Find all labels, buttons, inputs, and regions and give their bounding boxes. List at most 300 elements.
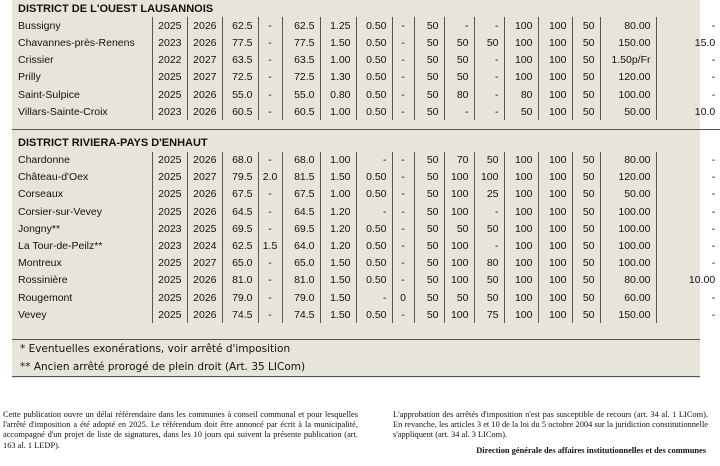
table-row	[12, 203, 720, 220]
table-cell: 100	[504, 152, 538, 169]
footnotes	[12, 339, 700, 377]
table-cell: -	[392, 69, 414, 86]
table-cell: 50	[572, 186, 600, 203]
table-cell: -	[392, 34, 414, 51]
table-cell: -	[392, 186, 414, 203]
commune-name: Villars-Sainte-Croix	[18, 105, 108, 118]
table-cell: -	[392, 103, 414, 120]
table-row	[12, 306, 720, 323]
table-cell: -	[258, 34, 282, 51]
district-header	[12, 130, 720, 152]
table-cell: 50	[414, 152, 444, 169]
table-cell: 2026	[187, 152, 222, 169]
table-cell: 50	[572, 289, 600, 306]
commune-name: Chardonne	[18, 154, 70, 167]
table-cell: 0	[392, 289, 414, 306]
table-cell: -	[474, 103, 504, 120]
table-cell: 2025	[152, 86, 187, 103]
table-cell: 100	[504, 169, 538, 186]
table-cell: -	[392, 203, 414, 220]
table-cell: 1.00	[320, 103, 356, 120]
table-cell: 2026	[187, 103, 222, 120]
table-cell: 50.00	[600, 186, 656, 203]
table-cell: 68.0	[282, 152, 320, 169]
table-row	[12, 272, 720, 289]
table-cell: 81.0	[282, 272, 320, 289]
table-cell: -	[258, 17, 282, 34]
table-cell: 77.5	[222, 34, 258, 51]
table-row	[12, 255, 720, 272]
table-cell: 50	[414, 237, 444, 254]
table-cell: -	[474, 203, 504, 220]
table-cell: 100	[444, 255, 474, 272]
table-cell: 50	[414, 203, 444, 220]
table-cell: 79.0	[282, 289, 320, 306]
table-cell: 50.00	[600, 103, 656, 120]
table-cell: 1.20	[320, 237, 356, 254]
table-cell: 50	[572, 17, 600, 34]
table-cell: 100.00	[600, 86, 656, 103]
table-cell: 2025	[152, 255, 187, 272]
table-cell: 63.5	[282, 52, 320, 69]
table-cell: 1.50	[320, 169, 356, 186]
table-cell: 100	[538, 289, 572, 306]
table-cell: 50	[474, 272, 504, 289]
table-cell: 2025	[152, 289, 187, 306]
table-cell: -	[656, 203, 720, 220]
commune-name: Jongny**	[18, 222, 61, 235]
table-cell: -	[356, 152, 392, 169]
table-cell: 50	[572, 34, 600, 51]
table-cell: 67.5	[282, 186, 320, 203]
table-cell: -	[656, 220, 720, 237]
table-cell: 80.00	[600, 17, 656, 34]
table-cell: 100	[538, 306, 572, 323]
table-cell: 100.00	[600, 203, 656, 220]
table-cell: -	[444, 103, 474, 120]
table-row	[12, 34, 720, 51]
table-cell: -	[258, 255, 282, 272]
table-cell: 0.80	[320, 86, 356, 103]
table-cell: 50	[504, 103, 538, 120]
table-cell: 2025	[152, 203, 187, 220]
district-header	[12, 0, 720, 17]
table-cell: 100	[504, 306, 538, 323]
table-cell: -	[392, 272, 414, 289]
table-cell: 2026	[187, 272, 222, 289]
commune-name: Chavannes-près-Renens	[18, 36, 135, 49]
table-cell: 10.00	[656, 272, 720, 289]
table-cell: 2022	[152, 52, 187, 69]
table-cell: 120.00	[600, 69, 656, 86]
table-cell: 100	[444, 237, 474, 254]
table-cell: 100	[474, 169, 504, 186]
table-cell: 2023	[152, 220, 187, 237]
table-cell: 0.50	[356, 272, 392, 289]
table-cell: 100	[538, 152, 572, 169]
table-cell: 100	[538, 52, 572, 69]
table-row	[12, 17, 720, 34]
table-cell: 74.5	[222, 306, 258, 323]
table-cell: 100	[538, 86, 572, 103]
table-cell: 150.00	[600, 306, 656, 323]
table-cell: 64.0	[282, 237, 320, 254]
table-cell: 50	[474, 34, 504, 51]
table-cell: 60.00	[600, 289, 656, 306]
table-cell: 50	[474, 289, 504, 306]
table-cell: 50	[572, 203, 600, 220]
table-cell: 2023	[152, 34, 187, 51]
table-cell: 100	[504, 255, 538, 272]
table-cell: 62.5	[222, 17, 258, 34]
table-cell: -	[392, 17, 414, 34]
table-cell: 2024	[187, 237, 222, 254]
table-cell: 2025	[152, 272, 187, 289]
commune-name: Crissier	[18, 54, 54, 67]
table-cell: -	[656, 169, 720, 186]
commune-name: Saint-Sulpice	[18, 88, 80, 101]
table-cell: 2023	[152, 237, 187, 254]
table-cell: 2027	[187, 52, 222, 69]
table-cell: 55.0	[282, 86, 320, 103]
table-cell: 100	[538, 69, 572, 86]
appeal-notice: L'approbation des arrêtés d'imposition n'est pas susceptible de recours (art. 34 al. 1 LICom). En revanche, les articles 3 et 10 de la loi du 5 octobre 2004 sur la juridiction constitutionnelle s'appliquent (art. 34 al. 3 LICom).	[393, 410, 708, 440]
table-cell: 50	[572, 103, 600, 120]
table-cell: -	[392, 255, 414, 272]
table-cell: -	[392, 52, 414, 69]
table-cell: 50	[414, 169, 444, 186]
table-cell: 50	[572, 255, 600, 272]
table-cell: 1.00	[320, 152, 356, 169]
table-cell: 62.5	[222, 237, 258, 254]
table-row	[12, 220, 720, 237]
table-cell: 100	[538, 169, 572, 186]
footnote-prorogation: ** Ancien arrêté prorogé de plein droit (Art. 35 LICom)	[20, 361, 306, 373]
table-cell: 2026	[187, 86, 222, 103]
footnote-exemptions: * Eventuelles exonérations, voir arrêté d'imposition	[20, 343, 291, 355]
table-cell: 100	[444, 272, 474, 289]
district-name: DISTRICT RIVIERA-PAYS D'ENHAUT	[12, 130, 720, 152]
table-cell: 55.0	[222, 86, 258, 103]
table-cell: 50	[414, 186, 444, 203]
table-cell: 1.50	[320, 289, 356, 306]
table-cell: 100	[444, 169, 474, 186]
table-cell: 0.50	[356, 237, 392, 254]
table-cell: 1.5	[258, 237, 282, 254]
table-cell: 60.5	[282, 103, 320, 120]
table-cell: 50	[444, 289, 474, 306]
table-cell: 100	[538, 272, 572, 289]
table-cell: 50	[572, 237, 600, 254]
table-row	[12, 69, 720, 86]
table-cell: 80	[444, 86, 474, 103]
table-row	[12, 289, 720, 306]
table-cell: 100.00	[600, 220, 656, 237]
table-cell: 63.5	[222, 52, 258, 69]
table-cell: 60.5	[222, 103, 258, 120]
table-cell: -	[656, 86, 720, 103]
table-cell: 50	[572, 220, 600, 237]
table-cell: 100	[538, 103, 572, 120]
table-cell: 100	[504, 186, 538, 203]
table-cell: 100	[538, 255, 572, 272]
table-cell: 0.50	[356, 306, 392, 323]
table-cell: 25	[474, 186, 504, 203]
table-cell: 2026	[187, 289, 222, 306]
table-cell: 50	[444, 69, 474, 86]
commune-name: Vevey	[18, 308, 47, 321]
table-cell: 100	[538, 237, 572, 254]
table-cell: 1.00	[320, 186, 356, 203]
table-cell: 1.50p/Fr	[600, 52, 656, 69]
table-cell: 2026	[187, 186, 222, 203]
table-cell: 50	[414, 272, 444, 289]
table-cell: 79.5	[222, 169, 258, 186]
table-cell: 70	[444, 152, 474, 169]
table-cell: 100	[504, 220, 538, 237]
table-cell: 1.50	[320, 272, 356, 289]
table-cell: 100	[504, 203, 538, 220]
table-cell: 100	[504, 52, 538, 69]
table-cell: 80	[504, 86, 538, 103]
table-cell: 62.5	[282, 17, 320, 34]
table-cell: 100	[538, 186, 572, 203]
table-cell: 0.50	[356, 186, 392, 203]
table-cell: 50	[414, 289, 444, 306]
table-cell: -	[258, 152, 282, 169]
table-cell: 100.00	[600, 237, 656, 254]
table-cell: 100	[504, 69, 538, 86]
table-cell: -	[258, 220, 282, 237]
table-cell: 2025	[152, 169, 187, 186]
table-cell: 2025	[152, 186, 187, 203]
table-cell: 50	[572, 69, 600, 86]
table-cell: 2027	[187, 169, 222, 186]
table-cell: -	[258, 69, 282, 86]
table-cell: 81.0	[222, 272, 258, 289]
table-cell: -	[474, 52, 504, 69]
table-cell: 50	[414, 255, 444, 272]
table-cell: 50	[414, 306, 444, 323]
table-cell: 75	[474, 306, 504, 323]
district-spacer	[12, 120, 720, 130]
table-cell: 0.50	[356, 255, 392, 272]
table-cell: -	[656, 186, 720, 203]
table-row	[12, 169, 720, 186]
table-cell: 1.30	[320, 69, 356, 86]
table-cell: 68.0	[222, 152, 258, 169]
table-cell: 0.50	[356, 34, 392, 51]
commune-name: Prilly	[18, 71, 41, 84]
table-cell: 69.5	[222, 220, 258, 237]
table-cell: 0.50	[356, 17, 392, 34]
table-cell: -	[258, 86, 282, 103]
table-cell: 50	[414, 17, 444, 34]
table-cell: 50	[474, 152, 504, 169]
table-cell: -	[656, 237, 720, 254]
table-cell: 2027	[187, 255, 222, 272]
referendum-notice: Cette publication ouvre un délai référendaire dans les communes à conseil communal et pour lesquelles l'arrêté d'imposition a été adopté en 2025. Le référendum doit être annoncé par écrit à la municipalité, accompagné d'un projet de liste de signatures, dans les 10 jours qui suivent la présente publication (art. 163 al. 1 LEDP).	[3, 410, 358, 450]
table-cell: 2025	[152, 17, 187, 34]
table-cell: 67.5	[222, 186, 258, 203]
table-cell: 50	[444, 220, 474, 237]
table-cell: 64.5	[282, 203, 320, 220]
commune-name: La Tour-de-Peilz**	[18, 240, 103, 253]
table-cell: -	[258, 272, 282, 289]
table-cell: 2026	[187, 34, 222, 51]
table-cell: -	[444, 17, 474, 34]
table-cell: 100	[504, 272, 538, 289]
table-cell: 100	[538, 203, 572, 220]
table-cell: 65.0	[222, 255, 258, 272]
commune-name: Bussigny	[18, 19, 61, 32]
table-cell: 1.20	[320, 220, 356, 237]
table-cell: 50	[444, 52, 474, 69]
table-cell: 0.50	[356, 169, 392, 186]
table-cell: 1.00	[320, 52, 356, 69]
table-cell: 120.00	[600, 169, 656, 186]
table-cell: 50	[474, 220, 504, 237]
commune-name: Rougemont	[18, 291, 73, 304]
table-cell: 1.50	[320, 306, 356, 323]
table-cell: 50	[572, 86, 600, 103]
table-cell: 10.0	[656, 103, 720, 120]
table-cell: 150.00	[600, 34, 656, 51]
table-cell: -	[656, 52, 720, 69]
table-cell: 0.50	[356, 220, 392, 237]
table-cell: -	[656, 17, 720, 34]
table-cell: 2025	[187, 220, 222, 237]
table-cell: 100.00	[600, 255, 656, 272]
table-cell: 1.20	[320, 203, 356, 220]
table-cell: 1.50	[320, 34, 356, 51]
table-cell: -	[474, 86, 504, 103]
table-cell: 80.00	[600, 152, 656, 169]
table-cell: 2027	[187, 69, 222, 86]
commune-name: Rossinière	[18, 274, 68, 287]
table-cell: 50	[414, 220, 444, 237]
table-cell: -	[392, 306, 414, 323]
table-cell: 79.0	[222, 289, 258, 306]
table-cell: 100	[504, 289, 538, 306]
table-row	[12, 186, 720, 203]
table-row	[12, 103, 720, 120]
table-cell: -	[258, 186, 282, 203]
table-cell: 72.5	[222, 69, 258, 86]
table-cell: 50	[414, 103, 444, 120]
commune-name: Montreux	[18, 257, 62, 270]
table-cell: -	[392, 86, 414, 103]
table-cell: 0.50	[356, 69, 392, 86]
tax-rates-table	[12, 0, 720, 323]
table-cell: -	[474, 17, 504, 34]
table-row	[12, 152, 720, 169]
table-cell: -	[656, 255, 720, 272]
table-cell: -	[258, 103, 282, 120]
table-cell: 50	[414, 69, 444, 86]
table-cell: 15.0	[656, 34, 720, 51]
table-cell: 100	[444, 203, 474, 220]
table-cell: 50	[572, 306, 600, 323]
table-cell: 80	[474, 255, 504, 272]
table-cell: 0.50	[356, 103, 392, 120]
table-cell: 0.50	[356, 86, 392, 103]
table-cell: -	[474, 237, 504, 254]
table-cell: 65.0	[282, 255, 320, 272]
table-cell: -	[656, 152, 720, 169]
table-cell: -	[392, 220, 414, 237]
table-cell: 50	[572, 52, 600, 69]
commune-name: Château-d'Oex	[18, 171, 89, 184]
table-cell: 100	[444, 186, 474, 203]
table-cell: 100	[444, 306, 474, 323]
table-cell: 74.5	[282, 306, 320, 323]
table-cell: 2.0	[258, 169, 282, 186]
table-cell: 2025	[152, 306, 187, 323]
table-cell: 2023	[152, 103, 187, 120]
table-cell: 100	[538, 34, 572, 51]
table-cell: -	[356, 289, 392, 306]
signature: Direction générale des affaires institutionnelles et des communes	[476, 446, 706, 455]
table-cell: 1.25	[320, 17, 356, 34]
table-cell: 1.50	[320, 255, 356, 272]
table-cell: 50	[414, 34, 444, 51]
table-cell: -	[392, 237, 414, 254]
table-cell: 80.00	[600, 272, 656, 289]
table-cell: -	[656, 289, 720, 306]
commune-name: Corsier-sur-Vevey	[18, 205, 103, 218]
table-cell: -	[258, 52, 282, 69]
table-cell: 2025	[152, 69, 187, 86]
table-cell: 100	[538, 220, 572, 237]
table-cell: 100	[538, 17, 572, 34]
table-cell: -	[356, 203, 392, 220]
table-cell: 2026	[187, 306, 222, 323]
table-row	[12, 237, 720, 254]
table-cell: -	[392, 169, 414, 186]
table-cell: 50	[414, 86, 444, 103]
table-cell: -	[474, 69, 504, 86]
table-cell: -	[392, 152, 414, 169]
table-cell: 2026	[187, 17, 222, 34]
table-cell: -	[656, 306, 720, 323]
table-cell: -	[258, 306, 282, 323]
table-cell: 69.5	[282, 220, 320, 237]
table-row	[12, 86, 720, 103]
table-cell: -	[656, 69, 720, 86]
table-cell: 77.5	[282, 34, 320, 51]
table-cell: 2026	[187, 203, 222, 220]
table-cell: 0.50	[356, 52, 392, 69]
table-cell: 50	[572, 272, 600, 289]
table-cell: 64.5	[222, 203, 258, 220]
table-cell: 2025	[152, 152, 187, 169]
table-cell: -	[258, 289, 282, 306]
table-cell: 50	[572, 152, 600, 169]
table-cell: 50	[444, 34, 474, 51]
table-cell: 72.5	[282, 69, 320, 86]
table-cell: 100	[504, 237, 538, 254]
table-row	[12, 52, 720, 69]
table-cell: 81.5	[282, 169, 320, 186]
spacer-cell	[12, 120, 720, 130]
table-cell: -	[258, 203, 282, 220]
table-cell: 100	[504, 17, 538, 34]
commune-name: Corseaux	[18, 188, 63, 201]
table-cell: 50	[572, 169, 600, 186]
table-cell: 100	[504, 34, 538, 51]
district-name: DISTRICT DE L'OUEST LAUSANNOIS	[18, 2, 214, 15]
